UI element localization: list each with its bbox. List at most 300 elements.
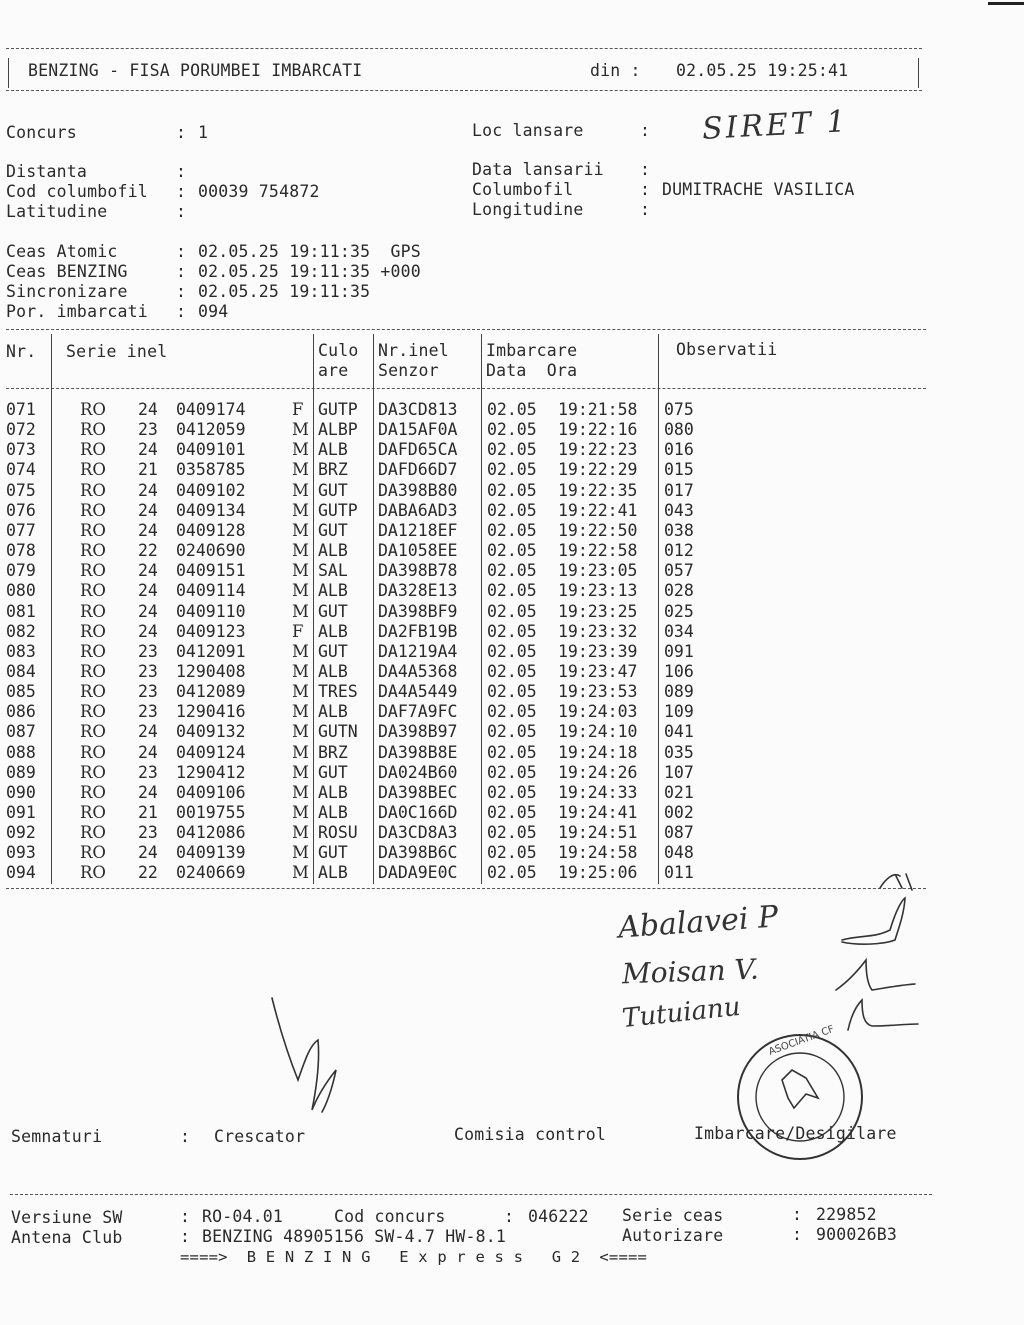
cell-sensor: DA1218EF (378, 520, 458, 540)
cell-country: RO (80, 520, 106, 540)
cell-country: RO (80, 641, 106, 661)
longitudine-colon: : (640, 200, 651, 219)
cell-nr: 082 (6, 621, 36, 641)
cell-time: 19:24:58 (558, 843, 638, 863)
cell-observatii: 043 (664, 500, 694, 520)
cell-sex: M (292, 440, 309, 460)
por-imbarcati-value: 094 (198, 302, 229, 321)
cell-time: 19:23:39 (558, 641, 638, 661)
cell-ring-number: 0409124 (176, 742, 246, 762)
cod-concurs-colon: : (504, 1207, 515, 1226)
cell-observatii: 089 (664, 682, 694, 702)
cell-sex: M (292, 661, 309, 681)
data-lansarii-label: Data lansarii (472, 160, 604, 179)
cell-ring-number: 0412086 (176, 823, 246, 843)
cell-time: 19:23:25 (558, 601, 638, 621)
loc-lansare-value: SIRET 1 (701, 104, 850, 147)
cell-year: 24 (138, 581, 158, 601)
cell-observatii: 087 (664, 823, 694, 843)
cell-sensor: DABA6AD3 (378, 500, 458, 520)
cell-sensor: DA4A5368 (378, 661, 458, 681)
distanta-colon: : (176, 162, 187, 181)
cell-ring-number: 0409106 (176, 782, 246, 802)
cell-time: 19:21:58 (558, 400, 638, 419)
cell-time: 19:24:18 (558, 742, 638, 762)
cell-culoare: SAL (318, 561, 348, 581)
cell-nr: 072 (6, 420, 36, 440)
cell-country: RO (80, 480, 106, 500)
commission-name-2: Moisan V. (621, 952, 760, 991)
cell-country: RO (80, 541, 106, 561)
cell-ring-number: 0409134 (176, 500, 246, 520)
cell-date: 02.05 (487, 561, 537, 581)
cell-nr: 079 (6, 561, 36, 581)
autorizare-value: 900026B3 (816, 1225, 898, 1244)
cell-observatii: 035 (664, 742, 694, 762)
cell-sex: M (292, 843, 309, 863)
cell-country: RO (80, 782, 106, 802)
cell-sex: M (292, 460, 309, 480)
cell-country: RO (80, 500, 106, 520)
cell-sensor: DADA9E0C (378, 863, 458, 883)
col-header-culoare-2: are (318, 361, 349, 380)
cell-country: RO (80, 702, 106, 722)
date-value: 02.05.25 19:25:41 (676, 61, 849, 80)
cell-time: 19:22:58 (558, 541, 638, 561)
cell-culoare: ALB (318, 541, 348, 561)
serie-ceas-colon: : (792, 1205, 803, 1224)
cod-columbofil-colon: : (176, 182, 187, 201)
cell-observatii: 021 (664, 782, 694, 802)
cell-time: 19:24:10 (558, 722, 638, 742)
cell-culoare: ALB (318, 581, 348, 601)
svg-text:ASOCIATIA CF: ASOCIATIA CF (767, 1023, 836, 1058)
cell-sensor: DA398B97 (378, 722, 458, 742)
por-imbarcati-colon: : (176, 302, 187, 321)
col-header-nrinel-2: Senzor (378, 361, 439, 380)
cell-ring-number: 1290408 (176, 661, 246, 681)
cell-time: 19:25:06 (558, 863, 638, 883)
cell-observatii: 075 (664, 400, 694, 419)
cod-concurs-value: 046222 (528, 1207, 589, 1226)
cell-culoare: BRZ (318, 460, 348, 480)
cell-sex: M (292, 641, 309, 661)
cell-sex: M (292, 823, 309, 843)
comisia-control-label: Comisia control (454, 1125, 607, 1144)
cell-date: 02.05 (487, 601, 537, 621)
cell-nr: 083 (6, 641, 36, 661)
cell-date: 02.05 (487, 641, 537, 661)
cod-columbofil-label: Cod columbofil (6, 182, 148, 201)
cell-date: 02.05 (487, 520, 537, 540)
versiune-colon: : (180, 1207, 191, 1226)
cell-observatii: 091 (664, 641, 694, 661)
cell-nr: 088 (6, 742, 36, 762)
cell-date: 02.05 (487, 661, 537, 681)
col-header-nrinel-1: Nr.inel (378, 341, 449, 360)
cell-time: 19:24:26 (558, 762, 638, 782)
latitudine-label: Latitudine (6, 202, 108, 221)
cell-date: 02.05 (487, 742, 537, 762)
cell-country: RO (80, 762, 106, 782)
cell-sex: M (292, 762, 309, 782)
cell-observatii: 048 (664, 843, 694, 863)
cell-culoare: GUTP (318, 500, 358, 520)
cell-year: 23 (138, 420, 158, 440)
cell-sensor: DA3CD813 (378, 400, 458, 419)
cell-observatii: 002 (664, 803, 694, 822)
cell-culoare: GUT (318, 843, 348, 863)
ceas-atomic-label: Ceas Atomic (6, 242, 118, 261)
signature-crescator (272, 998, 336, 1112)
cell-nr: 092 (6, 823, 36, 843)
cell-culoare: TRES (318, 682, 358, 702)
ceas-atomic-colon: : (176, 242, 187, 261)
cell-sex: M (292, 561, 309, 581)
columbofil-value: DUMITRACHE VASILICA (662, 180, 855, 199)
cell-culoare: GUT (318, 641, 348, 661)
cell-culoare: ALB (318, 863, 348, 883)
sincronizare-colon: : (176, 282, 187, 301)
cell-date: 02.05 (487, 843, 537, 863)
control-stamp-emblem (782, 1070, 818, 1108)
cell-observatii: 038 (664, 520, 694, 540)
cell-sensor: DA398B8E (378, 742, 458, 762)
serie-ceas-value: 229852 (816, 1205, 877, 1224)
cell-time: 19:23:13 (558, 581, 638, 601)
cell-country: RO (80, 722, 106, 742)
cell-sensor: DA398B6C (378, 843, 458, 863)
cell-ring-number: 0409114 (176, 581, 246, 601)
cell-year: 24 (138, 440, 158, 460)
cell-date: 02.05 (487, 420, 537, 440)
cell-observatii: 015 (664, 460, 694, 480)
cell-time: 19:23:05 (558, 561, 638, 581)
cell-nr: 081 (6, 601, 36, 621)
versiune-label: Versiune SW (11, 1208, 123, 1227)
cell-sensor: DA3CD8A3 (378, 823, 458, 843)
cell-country: RO (80, 742, 106, 762)
scan-edge-mark (988, 2, 1024, 5)
cell-sensor: DA1058EE (378, 541, 458, 561)
cell-ring-number: 0409128 (176, 520, 246, 540)
cell-time: 19:22:29 (558, 460, 638, 480)
cell-nr: 085 (6, 682, 36, 702)
cell-year: 23 (138, 702, 158, 722)
cell-country: RO (80, 803, 106, 822)
ceas-benzing-label: Ceas BENZING (6, 262, 128, 281)
cell-date: 02.05 (487, 823, 537, 843)
date-label: din : (590, 61, 641, 80)
cell-year: 24 (138, 742, 158, 762)
signature-mark-top (880, 874, 912, 890)
cell-year: 23 (138, 762, 158, 782)
cell-sex: M (292, 782, 309, 802)
cell-observatii: 028 (664, 581, 694, 601)
cell-sensor: DA0C166D (378, 803, 458, 822)
cell-ring-number: 0412059 (176, 420, 246, 440)
col-header-imbarcare-2: Data Ora (486, 361, 578, 380)
cell-nr: 090 (6, 782, 36, 802)
cell-year: 24 (138, 480, 158, 500)
cell-culoare: ALB (318, 803, 348, 822)
cell-sensor: DA024B60 (378, 762, 458, 782)
cell-ring-number: 0409151 (176, 561, 246, 581)
cell-observatii: 016 (664, 440, 694, 460)
cell-country: RO (80, 440, 106, 460)
cell-time: 19:24:51 (558, 823, 638, 843)
cell-year: 24 (138, 400, 158, 419)
cell-time: 19:22:16 (558, 420, 638, 440)
data-lansarii-colon: : (640, 160, 651, 179)
cell-sensor: DA15AF0A (378, 420, 458, 440)
cell-ring-number: 0412089 (176, 682, 246, 702)
signature-commission-2 (836, 960, 915, 990)
cell-date: 02.05 (487, 803, 537, 822)
benzing-banner: ====> B E N Z I N G E x p r e s s G 2 <==== (180, 1248, 648, 1266)
cell-date: 02.05 (487, 863, 537, 883)
document-title: BENZING - FISA PORUMBEI IMBARCATI (28, 61, 363, 80)
columbofil-label: Columbofil (472, 180, 574, 199)
autorizare-label: Autorizare (622, 1226, 724, 1245)
cell-culoare: ALB (318, 702, 348, 722)
cell-culoare: ALB (318, 440, 348, 460)
cell-ring-number: 0409174 (176, 400, 246, 419)
cell-time: 19:22:23 (558, 440, 638, 460)
cell-culoare: ALB (318, 661, 348, 681)
cell-date: 02.05 (487, 541, 537, 561)
cell-year: 24 (138, 520, 158, 540)
cell-nr: 091 (6, 803, 36, 822)
serie-ceas-label: Serie ceas (622, 1206, 724, 1225)
ceas-benzing-value: 02.05.25 19:11:35 +000 (198, 262, 421, 281)
cod-concurs-label: Cod concurs (334, 1207, 446, 1226)
cell-sex: M (292, 742, 309, 762)
cell-date: 02.05 (487, 581, 537, 601)
cell-ring-number: 0409132 (176, 722, 246, 742)
cell-year: 24 (138, 782, 158, 802)
cell-date: 02.05 (487, 722, 537, 742)
cell-year: 23 (138, 682, 158, 702)
cell-sensor: DA2FB19B (378, 621, 458, 641)
latitudine-colon: : (176, 202, 187, 221)
cell-country: RO (80, 400, 106, 419)
antena-colon: : (180, 1227, 191, 1246)
cell-observatii: 011 (664, 863, 694, 883)
cell-year: 22 (138, 541, 158, 561)
cell-nr: 087 (6, 722, 36, 742)
cell-country: RO (80, 661, 106, 681)
cell-sex: M (292, 541, 309, 561)
cell-sensor: DAFD66D7 (378, 460, 458, 480)
versiune-value: RO-04.01 (202, 1207, 284, 1226)
cell-year: 24 (138, 722, 158, 742)
cell-sex: M (292, 500, 309, 520)
cell-time: 19:22:35 (558, 480, 638, 500)
cell-year: 23 (138, 823, 158, 843)
cell-culoare: ALB (318, 782, 348, 802)
cell-country: RO (80, 581, 106, 601)
cell-time: 19:22:50 (558, 520, 638, 540)
antena-label: Antena Club (11, 1228, 123, 1247)
cell-country: RO (80, 561, 106, 581)
cell-sex: F (292, 621, 304, 641)
cell-ring-number: 0409123 (176, 621, 246, 641)
cell-year: 24 (138, 561, 158, 581)
cell-year: 24 (138, 843, 158, 863)
cell-country: RO (80, 420, 106, 440)
cell-sensor: DA398B80 (378, 480, 458, 500)
cell-sex: M (292, 601, 309, 621)
cell-date: 02.05 (487, 762, 537, 782)
loc-lansare-label: Loc lansare (472, 121, 584, 140)
cell-date: 02.05 (487, 782, 537, 802)
imbarcare-desigilare-label: Imbarcare/Desigilare (694, 1124, 897, 1143)
cell-sex: M (292, 722, 309, 742)
por-imbarcati-label: Por. imbarcati (6, 302, 148, 321)
cell-time: 19:24:33 (558, 782, 638, 802)
cell-ring-number: 0019755 (176, 803, 246, 822)
cell-date: 02.05 (487, 621, 537, 641)
cell-date: 02.05 (487, 460, 537, 480)
cell-country: RO (80, 601, 106, 621)
col-header-imbarcare-1: Imbarcare (486, 341, 578, 360)
cell-ring-number: 1290416 (176, 702, 246, 722)
col-header-culoare-1: Culo (318, 341, 359, 360)
cell-year: 24 (138, 601, 158, 621)
cell-ring-number: 0240690 (176, 541, 246, 561)
cell-sex: M (292, 682, 309, 702)
cell-culoare: ALB (318, 621, 348, 641)
cell-ring-number: 0412091 (176, 641, 246, 661)
distanta-label: Distanta (6, 162, 88, 181)
cell-culoare: ROSU (318, 823, 358, 843)
cod-columbofil-value: 00039 754872 (198, 182, 320, 201)
cell-sex: M (292, 803, 309, 822)
cell-observatii: 017 (664, 480, 694, 500)
cell-ring-number: 0409101 (176, 440, 246, 460)
cell-country: RO (80, 843, 106, 863)
cell-nr: 094 (6, 863, 36, 883)
cell-sensor: DA398B78 (378, 561, 458, 581)
cell-country: RO (80, 460, 106, 480)
cell-time: 19:24:03 (558, 702, 638, 722)
cell-ring-number: 0409102 (176, 480, 246, 500)
cell-nr: 076 (6, 500, 36, 520)
cell-sensor: DA4A5449 (378, 682, 458, 702)
cell-date: 02.05 (487, 500, 537, 520)
cell-sex: M (292, 480, 309, 500)
cell-observatii: 107 (664, 762, 694, 782)
cell-country: RO (80, 863, 106, 883)
cell-observatii: 041 (664, 722, 694, 742)
signature-commission-3 (848, 1000, 918, 1030)
cell-ring-number: 1290412 (176, 762, 246, 782)
cell-sex: M (292, 863, 309, 883)
cell-time: 19:23:32 (558, 621, 638, 641)
cell-observatii: 025 (664, 601, 694, 621)
cell-observatii: 012 (664, 541, 694, 561)
semnaturi-colon: : (180, 1127, 191, 1146)
loc-lansare-colon: : (640, 121, 651, 140)
semnaturi-label: Semnaturi (11, 1127, 103, 1146)
cell-year: 23 (138, 661, 158, 681)
col-header-serie: Serie inel (66, 342, 168, 361)
cell-sex: M (292, 520, 309, 540)
cell-sensor: DAFD65CA (378, 440, 458, 460)
cell-time: 19:23:53 (558, 682, 638, 702)
cell-country: RO (80, 621, 106, 641)
cell-date: 02.05 (487, 480, 537, 500)
cell-sensor: DAF7A9FC (378, 702, 458, 722)
concurs-label: Concurs (6, 123, 77, 142)
cell-culoare: GUT (318, 520, 348, 540)
cell-nr: 074 (6, 460, 36, 480)
ceas-atomic-value: 02.05.25 19:11:35 GPS (198, 242, 421, 261)
cell-nr: 089 (6, 762, 36, 782)
cell-nr: 078 (6, 541, 36, 561)
sincronizare-value: 02.05.25 19:11:35 (198, 282, 371, 301)
ceas-benzing-colon: : (176, 262, 187, 281)
cell-nr: 071 (6, 400, 36, 419)
columbofil-colon: : (640, 180, 651, 199)
cell-sex: M (292, 702, 309, 722)
cell-culoare: GUT (318, 480, 348, 500)
cell-sensor: DA328E13 (378, 581, 458, 601)
cell-time: 19:23:47 (558, 661, 638, 681)
cell-year: 22 (138, 863, 158, 883)
cell-nr: 077 (6, 520, 36, 540)
cell-culoare: ALBP (318, 420, 358, 440)
cell-culoare: GUT (318, 762, 348, 782)
col-header-observatii: Observatii (676, 340, 778, 359)
cell-observatii: 080 (664, 420, 694, 440)
cell-ring-number: 0358785 (176, 460, 246, 480)
cell-sex: M (292, 420, 309, 440)
cell-date: 02.05 (487, 440, 537, 460)
cell-nr: 075 (6, 480, 36, 500)
cell-country: RO (80, 823, 106, 843)
cell-observatii: 057 (664, 561, 694, 581)
cell-sensor: DA398BF9 (378, 601, 458, 621)
commission-name-3: Tutuianu (620, 991, 742, 1035)
cell-year: 24 (138, 621, 158, 641)
cell-year: 23 (138, 641, 158, 661)
crescator-label: Crescator (214, 1127, 306, 1146)
longitudine-label: Longitudine (472, 200, 584, 219)
cell-nr: 086 (6, 702, 36, 722)
cell-time: 19:22:41 (558, 500, 638, 520)
commission-name-1: Abalavei P (616, 899, 780, 946)
concurs-value: 1 (198, 123, 209, 142)
cell-year: 21 (138, 460, 158, 480)
cell-nr: 093 (6, 843, 36, 863)
cell-year: 24 (138, 500, 158, 520)
cell-sensor: DA1219A4 (378, 641, 458, 661)
cell-nr: 073 (6, 440, 36, 460)
concurs-colon: : (176, 123, 187, 142)
col-header-nr: Nr. (6, 342, 37, 361)
cell-date: 02.05 (487, 702, 537, 722)
cell-ring-number: 0240669 (176, 863, 246, 883)
cell-date: 02.05 (487, 682, 537, 702)
cell-nr: 084 (6, 661, 36, 681)
cell-year: 21 (138, 803, 158, 822)
cell-date: 02.05 (487, 400, 537, 419)
cell-observatii: 109 (664, 702, 694, 722)
cell-ring-number: 0409139 (176, 843, 246, 863)
cell-time: 19:24:41 (558, 803, 638, 822)
